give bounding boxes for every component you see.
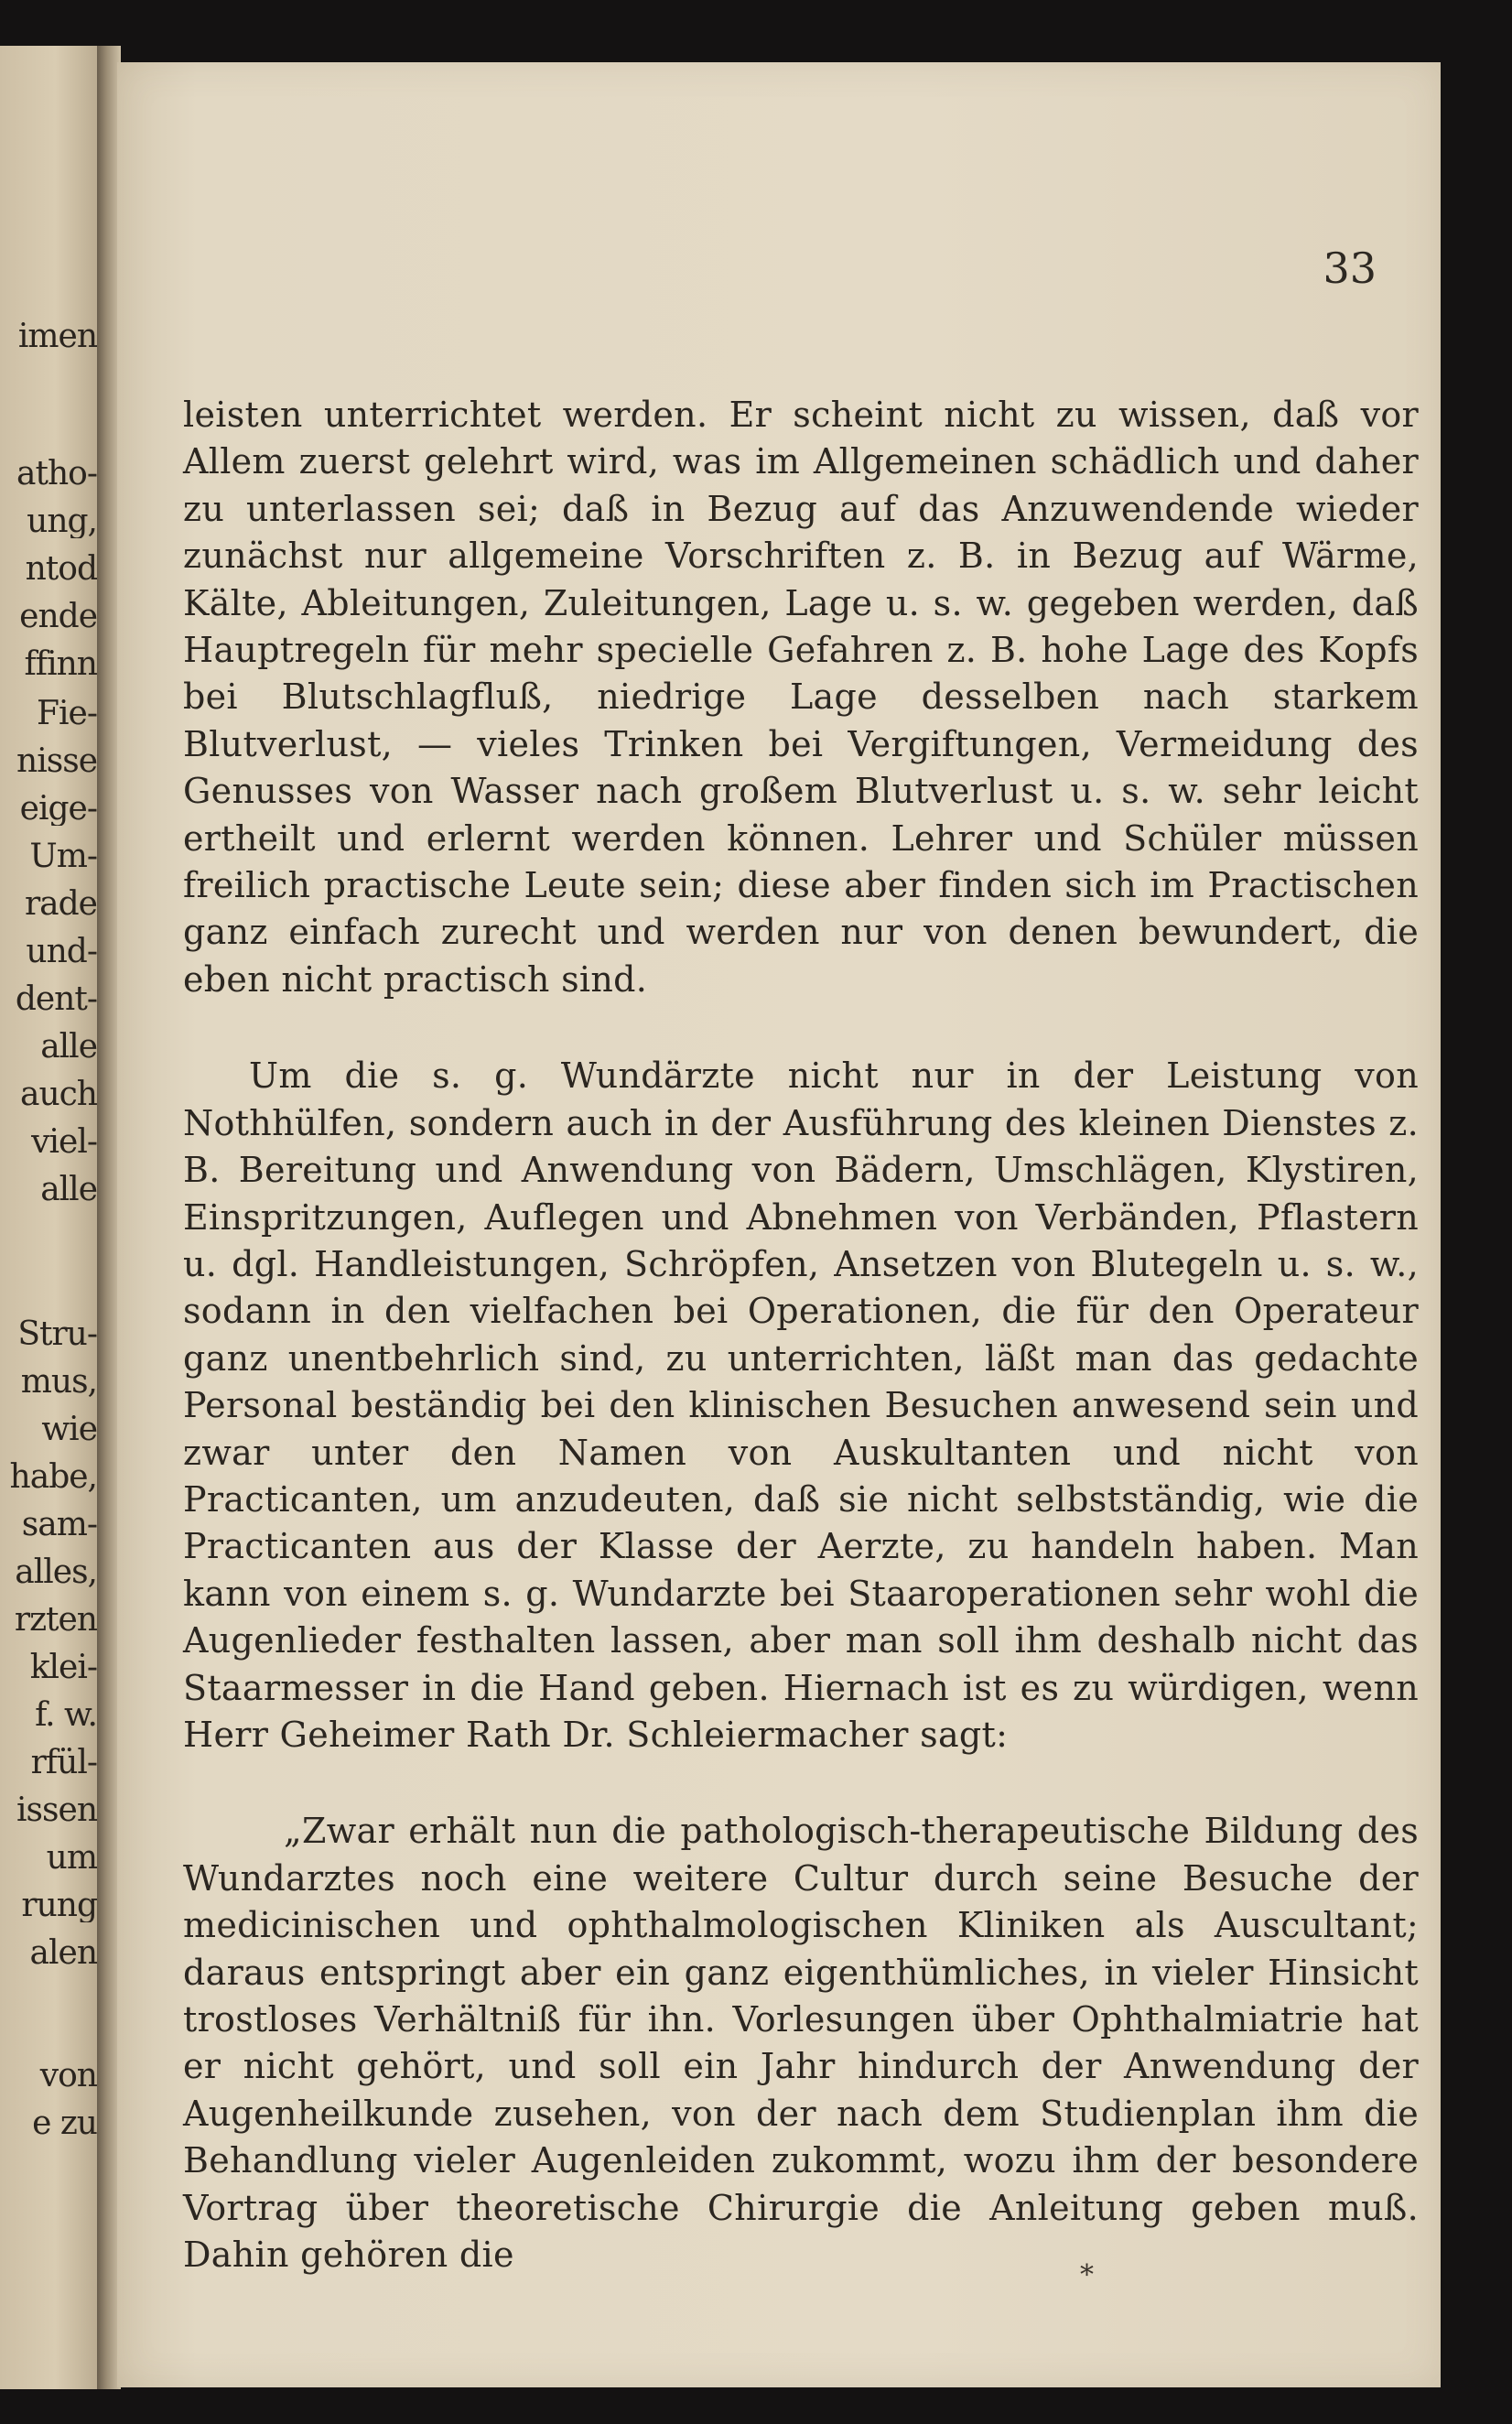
facing-page-word: und- — [26, 936, 97, 969]
facing-page-word: von — [39, 2060, 97, 2093]
page-number: 33 — [1323, 243, 1377, 293]
facing-page-word: nisse — [16, 745, 97, 778]
facing-page-word: um — [46, 1842, 97, 1875]
facing-page-word: e zu — [32, 2107, 97, 2140]
facing-page-word: alle — [40, 1031, 97, 1064]
page-body — [183, 392, 1419, 2278]
facing-page-word: eige- — [19, 793, 97, 826]
facing-page-word: Fie- — [37, 698, 97, 730]
signature-mark: * — [1080, 2259, 1094, 2291]
facing-page-word: alen — [29, 1937, 97, 1970]
paragraph-2: Um die s. g. Wundärzte nicht nur in der Leistung von Nothhülfen, sondern auch in der Ausführung des kleinen Dienstes z. B. Bereitung und Anwendung von Bädern, Umschlägen, Klystiren, Einspritzungen, Auflegen und Abnehmen von Verbänden, Pflastern u. dgl. Handleistungen, Schröpfen, Ansetzen von Blutegeln u. s. w., sodann in den vielfachen bei Operationen, die für den Operateur ganz unentbehrlich sind, zu unterrichten, läßt man das gedachte Personal beständig bei den klinischen Besuchen anwesend sein und zwar unter den Namen von Auskultanten und nicht von Practicanten, um anzudeuten, daß sie nicht selbstständig, wie die Practicanten aus der Klasse der Aerzte, zu handeln haben. Man kann von einem s. g. Wundarzte bei Staaroperationen sehr wohl die Augenlieder festhalten lassen, aber man soll ihm deshalb nicht das Staarmesser in die Hand geben. Hiernach ist es zu würdigen, wenn Herr Geheimer Rath Dr. Schleiermacher sagt: — [183, 1055, 1419, 1755]
facing-page-word: ffinn — [24, 648, 97, 681]
facing-page-word: klei- — [29, 1651, 97, 1684]
facing-page-word: dent- — [15, 983, 97, 1016]
facing-page-word: rzten — [14, 1604, 97, 1637]
facing-page-word: Stru- — [17, 1318, 97, 1351]
facing-page-word: rfül- — [30, 1747, 97, 1780]
facing-page-word: viel- — [31, 1126, 97, 1159]
facing-page-word: mus, — [20, 1366, 97, 1399]
facing-page-word: wie — [41, 1413, 97, 1446]
facing-page-word: rung — [21, 1889, 97, 1922]
facing-page-word: imen — [17, 320, 97, 353]
facing-page-word: auch — [20, 1078, 97, 1111]
facing-page-word: Um- — [29, 840, 97, 873]
book-page — [117, 62, 1441, 2387]
facing-page-word: atho- — [16, 458, 97, 491]
facing-page-word: sam- — [21, 1509, 97, 1542]
paragraph-quote: „Zwar erhält nun die pathologisch-therapeutische Bildung des Wundarztes noch eine weitere Cultur durch seine Besuche der medicinischen und ophthalmologischen Kliniken als Auscultant; daraus entspringt aber ein ganz eigenthümliches, in vieler Hinsicht trostloses Verhältniß für ihn. Vorlesungen über Ophthalmiatrie hat er nicht gehört, und soll ein Jahr hindurch der Anwendung der Augenheilkunde zusehen, von der nach dem Studienplan ihm die Behandlung vieler Augenleiden zukommt, wozu ihm der besondere Vortrag über theoretische Chirurgie die Anleitung geben muß. Dahin gehören die — [183, 1811, 1419, 2276]
facing-page-word: habe, — [9, 1461, 97, 1494]
facing-page-word: ntod — [25, 553, 97, 586]
paragraph-1: leisten unterrichtet werden. Er scheint nicht zu wissen, daß vor Allem zuerst gelehrt wird, was im Allgemeinen schädlich und daher zu unterlassen sei; daß in Bezug auf das Anzuwendende wieder zunächst nur allgemeine Vorschriften z. B. in Bezug auf Wärme, Kälte, Ableitungen, Zuleitungen, Lage u. s. w. gegeben werden, daß Hauptregeln für mehr specielle Gefahren z. B. hohe Lage des Kopfs bei Blutschlagfluß, niedrige Lage desselben nach starkem Blutverlust, — vieles Trinken bei Vergiftungen, Vermeidung des Genusses von Wasser nach großem Blutverlust u. s. w. sehr leicht ertheilt und erlernt werden können. Lehrer und Schüler müssen freilich practische Leute sein; diese aber finden sich im Practischen ganz einfach zurecht und werden nur von denen bewundert, die eben nicht practisch sind. — [183, 395, 1419, 1000]
facing-page-word: ende — [19, 601, 97, 633]
facing-page-word: rade — [24, 888, 97, 921]
facing-page-word: alles, — [15, 1556, 97, 1589]
facing-page-word: alle — [40, 1174, 97, 1207]
facing-page-word: f. w. — [35, 1699, 97, 1732]
facing-page-fragment — [0, 46, 101, 2389]
facing-page-word: issen — [16, 1794, 97, 1827]
facing-page-word: ung, — [27, 505, 97, 538]
